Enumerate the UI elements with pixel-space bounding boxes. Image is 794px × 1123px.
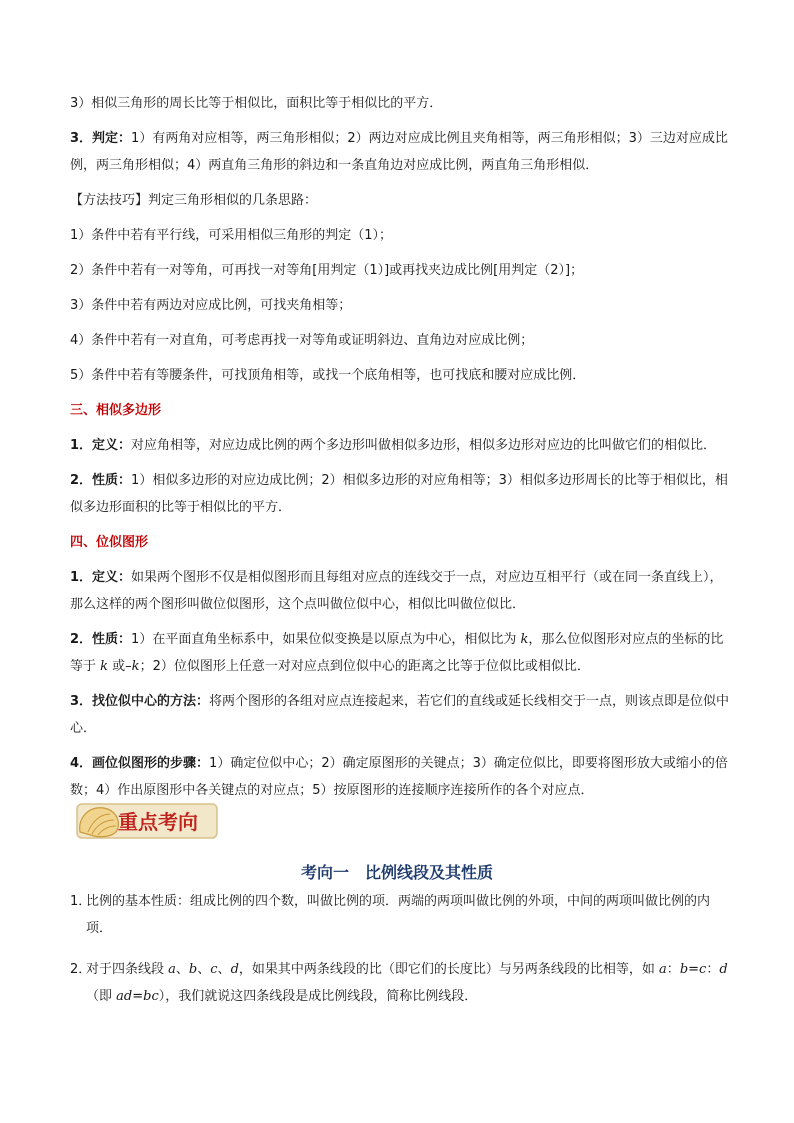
paragraph: 3）条件中若有两边对应成比例，可找夹角相等； [70, 298, 352, 313]
section-name: 比例线段及其性质 [365, 863, 494, 882]
item-text: 将两个图形的各组对应点连接起来，若它们的直线或延长线相交于一点，则该点即是位似中心． [70, 694, 730, 736]
item-text: （即 [86, 989, 117, 1004]
math-var: ad [116, 989, 133, 1004]
paragraph [70, 467, 730, 521]
math-var: d [230, 962, 239, 977]
item-label: 2．性质： [70, 632, 132, 647]
item-text: 1）在平面直角坐标系中，如果位似变换是以原点为中心，相似比为 [131, 632, 521, 647]
paragraph: 1）条件中若有平行线，可采用相似三角形的判定（1）； [70, 228, 393, 243]
math-var: a [168, 962, 176, 977]
math-var: k [131, 659, 140, 674]
item-label: 3．找位似中心的方法： [70, 694, 210, 709]
item-label: 1．定义： [70, 570, 132, 585]
section-heading: 四、位似图形 [70, 535, 149, 550]
item-text: 、 [197, 962, 211, 977]
paragraph [70, 125, 730, 179]
item-text: ，如果其中两条线段的比（即它们的长度比）与另两条线段的比相等，如 [238, 962, 660, 977]
item-label: 2．性质： [70, 473, 132, 488]
item-text: 对于四条线段 [86, 962, 169, 977]
item-text: ），我们就说这四条线段是成比例线段，简称比例线段． [158, 989, 478, 1004]
paragraph [70, 688, 730, 742]
item-text: ，那么位似图形对应点的坐标的比等于 [70, 632, 724, 674]
paragraph: 4）条件中若有一对直角，可考虑再找一对等角或证明斜边、直角边对应成比例； [70, 333, 534, 348]
item-number: 2． [70, 962, 92, 977]
item-text: ；2）位似图形上任意一对对应点到位似中心的距离之比等于位似比或相似比． [139, 659, 590, 674]
paragraph [70, 564, 730, 618]
item-text: 或– [108, 659, 132, 674]
section-heading: 三、相似多边形 [70, 403, 162, 418]
paragraph: 【方法技巧】判定三角形相似的几条思路： [70, 193, 318, 208]
item-text: 对应角相等，对应边成比例的两个多边形叫做相似多边形，相似多边形对应边的比叫做它们的相似比． [131, 438, 717, 453]
item-text: 1）有两角对应相等，两三角形相似；2）两边对应成比例且夹角相等，两三角形相似；3）三边对应成比例，两三角形相似；4）两直角三角形的斜边和一条直角边对应成比例，两直角三角形相似． [70, 131, 728, 173]
item-text: ： [666, 962, 680, 977]
paragraph: 3）相似三角形的周长比等于相似比，面积比等于相似比的平方． [70, 96, 443, 111]
item-text: 比例的基本性质：组成比例的四个数，叫做比例的项．两端的两项叫做比例的外项，中间的两项叫做比例的内项． [86, 894, 711, 936]
item-text: ： [706, 962, 720, 977]
math-var: c [699, 962, 707, 977]
paragraph: 2）条件中若有一对等角，可再找一对等角[用判定（1）]或再找夹边成比例[用判定（2）]； [70, 263, 584, 278]
math-var: k [520, 632, 529, 647]
item-label: 1．定义： [70, 438, 132, 453]
paragraph [70, 626, 730, 680]
item-number: 1． [70, 894, 92, 909]
math-var: a [659, 962, 667, 977]
math-var: b [679, 962, 689, 977]
banner-text: 重点考向 [118, 810, 198, 834]
item-text: 1）相似多边形的对应边成比例；2）相似多边形的对应角相等；3）相似多边形周长的比等于相似比，相似多边形面积的比等于相似比的平方． [70, 473, 728, 515]
item-label: 3．判定： [70, 131, 132, 146]
item-label: 4．画位似图形的步骤： [70, 756, 210, 771]
paragraph: 5）条件中若有等腰条件，可找顶角相等，或找一个底角相等，也可找底和腰对应成比例． [70, 368, 586, 383]
item-text: 、 [175, 962, 189, 977]
paragraph [70, 432, 730, 459]
math-var: c [210, 962, 218, 977]
section-prefix: 考向一 [300, 863, 349, 882]
key-direction-banner [74, 800, 220, 842]
math-var: d [719, 962, 728, 977]
section-title [0, 860, 794, 883]
math-var: b [188, 962, 198, 977]
paragraph [70, 750, 730, 804]
item-text: 1）确定位似中心；2）确定原图形的关键点；3）确定位似比，即要将图形放大或缩小的倍数；4）作出原图形中各关键点的对应点；5）按原图形的连接顺序连接所作的各个对应点． [70, 756, 728, 798]
math-var: k [100, 659, 109, 674]
list-item [70, 956, 730, 1010]
content-body [70, 90, 730, 812]
key-direction-body [70, 888, 730, 1010]
item-text: = [688, 962, 700, 977]
item-text: 、 [217, 962, 231, 977]
item-text: = [132, 989, 144, 1004]
math-var: bc [143, 989, 159, 1004]
list-item [70, 888, 730, 942]
item-text: 如果两个图形不仅是相似图形而且每组对应点的连线交于一点，对应边互相平行（或在同一条直线上），那么这样的两个图形叫做位似图形，这个点叫做位似中心，相似比叫做位似比． [70, 570, 723, 612]
